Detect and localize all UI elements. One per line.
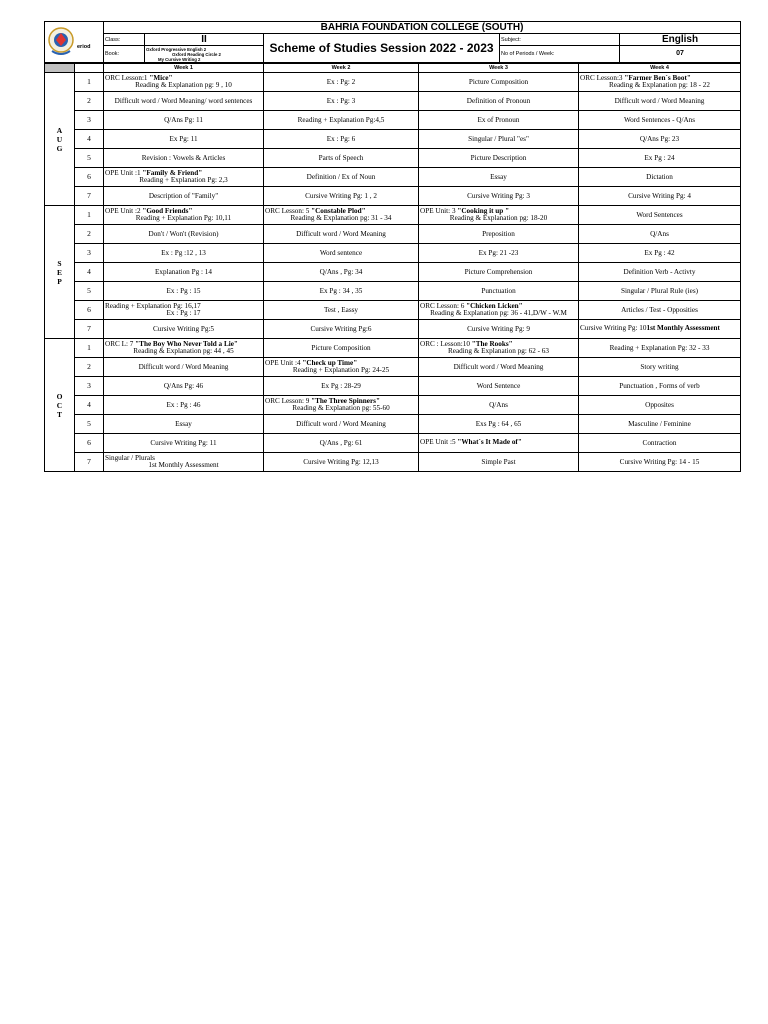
schedule-table (44, 63, 741, 472)
lesson-cell (264, 206, 419, 225)
lesson-cell: Cursive Writing Pg:6 (264, 320, 419, 339)
lesson-cell (579, 73, 741, 92)
lesson-cell: Essay (104, 415, 264, 434)
lesson-cell (264, 396, 419, 415)
lesson-cell: Definition of Pronoun (419, 92, 579, 111)
lesson-name: "The Three Spinners" (311, 396, 380, 405)
lesson-cell: Ex of Pronoun (419, 111, 579, 130)
lesson-detail: Reading + Explanation Pg: 10,11 (135, 214, 232, 222)
lesson-cell: Difficult word / Word Meaning (579, 92, 741, 111)
lesson-cell (104, 453, 264, 472)
book-label: Book: (104, 46, 145, 63)
lesson-detail: Reading & Explanation pg: 18 - 22 (608, 81, 710, 89)
table-row (45, 206, 741, 225)
lesson-cell: Q/Ans Pg: 46 (104, 377, 264, 396)
lesson-detail: Reading & Explanation pg: 44 , 45 (133, 347, 234, 355)
lesson-cell: Dictation (579, 168, 741, 187)
lesson-name: "Check up Time" (302, 358, 358, 367)
lesson-name: "Mice" (149, 73, 173, 82)
lesson-cell (419, 206, 579, 225)
lesson-cell: Picture Composition (264, 339, 419, 358)
table-row (45, 358, 741, 377)
lesson-detail: Reading & Explanation pg: 31 - 34 (290, 214, 392, 222)
lesson-cell: Cursive Writing Pg: 4 (579, 187, 741, 206)
lesson-cell: Definition Verb - Activty (579, 263, 741, 282)
lesson-cell (104, 73, 264, 92)
lesson-prefix: ORC Lesson: 6 (420, 301, 467, 310)
lesson-cell: Contraction (579, 434, 741, 453)
book-title: Oxford Reading Circle 2 (172, 51, 221, 57)
lesson-cell: Word Sentences - Q/Ans (579, 111, 741, 130)
lesson-cell: Word Sentences (579, 206, 741, 225)
lesson-cell: Cursive Writing Pg: 11 (104, 434, 264, 453)
period-number: 1 (75, 206, 104, 225)
table-row (45, 434, 741, 453)
period-number: 4 (75, 130, 104, 149)
lesson-prefix: OPE Unit :2 (105, 206, 143, 215)
lesson-cell: Revision : Vowels & Articles (104, 149, 264, 168)
lesson-cell: Ex : Pg: 2 (264, 73, 419, 92)
lesson-cell: Picture Composition (419, 73, 579, 92)
corner-cell (45, 64, 75, 73)
lesson-detail: Reading + Explanation Pg: 2,3 (139, 176, 228, 184)
lesson-cell: Cursive Writing Pg: 3 (419, 187, 579, 206)
period-label: eriod (77, 44, 91, 50)
lesson-prefix: OPE Unit :1 (105, 168, 143, 177)
scheme-sheet (44, 21, 740, 472)
lesson-cell: Picture Comprehension (419, 263, 579, 282)
lesson-cell: Test , Eassy (264, 301, 419, 320)
period-number: 4 (75, 263, 104, 282)
week-header: Week 1 (104, 64, 264, 73)
lesson-cell: Don't / Won't (Revision) (104, 225, 264, 244)
period-number: 7 (75, 453, 104, 472)
lesson-cell: Ex : Pg : 46 (104, 396, 264, 415)
lesson-cell: Q/Ans , Pg: 34 (264, 263, 419, 282)
lesson-cell: Opposites (579, 396, 741, 415)
lesson-cell: Story writing (579, 358, 741, 377)
lesson-detail: Reading & Explanation pg: 36 - 41,D/W - W.M (430, 309, 567, 317)
period-number: 1 (75, 339, 104, 358)
lesson-cell: Cursive Writing Pg: 1 , 2 (264, 187, 419, 206)
table-row (45, 73, 741, 92)
lesson-cell: Difficult word / Word Meaning/ word sentences (104, 92, 264, 111)
lesson-cell (579, 320, 741, 339)
table-row (45, 149, 741, 168)
month-label (45, 339, 75, 472)
lesson-cell: Ex Pg : 34 , 35 (264, 282, 419, 301)
lesson-cell: Difficult word / Word Meaning (104, 358, 264, 377)
header-table (44, 21, 741, 63)
period-number: 5 (75, 415, 104, 434)
lesson-detail: 1st Monthly Assessment (148, 461, 219, 469)
table-row (45, 263, 741, 282)
book-title: My Cursive Writing 2 (158, 56, 201, 62)
college-name: BAHRIA FOUNDATION COLLEGE (SOUTH) (104, 22, 741, 34)
month-letter: A (56, 125, 63, 135)
table-row (45, 130, 741, 149)
lesson-cell: Punctuation , Forms of verb (579, 377, 741, 396)
month-label (45, 73, 75, 206)
period-number: 3 (75, 377, 104, 396)
lesson-name: "Farmer Ben`s Boot" (624, 73, 691, 82)
lesson-cell: Q/Ans (579, 225, 741, 244)
period-number: 3 (75, 244, 104, 263)
period-number: 2 (75, 358, 104, 377)
lesson-prefix: OPE Unit :4 (265, 358, 303, 367)
lesson-cell (104, 339, 264, 358)
lesson-prefix: ORC L: 7 (105, 339, 136, 348)
subject-value: English (620, 34, 741, 46)
lesson-detail: Reading + Explanation Pg: 24-25 (292, 366, 390, 374)
table-row (45, 92, 741, 111)
lesson-prefix: OPE Unit: 3 (420, 206, 458, 215)
period-number: 3 (75, 111, 104, 130)
lesson-cell: Articles / Test - Opposities (579, 301, 741, 320)
period-number: 6 (75, 434, 104, 453)
lesson-cell: Preposition (419, 225, 579, 244)
lesson-cell: Masculine / Feminine (579, 415, 741, 434)
table-row (45, 168, 741, 187)
lesson-cell: Difficult word / Word Meaning (264, 415, 419, 434)
table-row (45, 301, 741, 320)
class-value: II (145, 34, 264, 46)
table-row (45, 377, 741, 396)
lesson-cell: Difficult word / Word Meaning (419, 358, 579, 377)
period-number: 6 (75, 168, 104, 187)
lesson-detail: Reading & Explanation pg: 18-20 (449, 214, 548, 222)
periods-label: No of Periods / Week: (500, 46, 620, 63)
lesson-cell: Parts of Speech (264, 149, 419, 168)
table-row (45, 187, 741, 206)
lesson-cell: Reading + Explanation Pg:4,5 (264, 111, 419, 130)
book-list (145, 46, 264, 63)
table-row (45, 320, 741, 339)
college-logo (45, 22, 104, 63)
lesson-cell: Ex : Pg :12 , 13 (104, 244, 264, 263)
period-number: 2 (75, 225, 104, 244)
lesson-cell: Simple Past (419, 453, 579, 472)
week-header: Week 4 (579, 64, 741, 73)
lesson-cell: Cursive Writing Pg: 12,13 (264, 453, 419, 472)
lesson-prefix: ORC Lesson: 9 (265, 396, 312, 405)
lesson-cell: Word Sentence (419, 377, 579, 396)
lesson-name: "Family & Friend" (142, 168, 203, 177)
lesson-cell: Description of "Family" (104, 187, 264, 206)
lesson-title (420, 439, 577, 447)
lesson-title (580, 325, 739, 333)
lesson-name: 1st Monthly Assessment (646, 324, 720, 333)
lesson-cell: Definition / Ex of Noun (264, 168, 419, 187)
lesson-cell (104, 301, 264, 320)
lesson-cell (264, 358, 419, 377)
lesson-cell: Q/Ans Pg: 23 (579, 130, 741, 149)
month-letter: O (56, 391, 63, 401)
lesson-cell: Reading + Explanation Pg: 32 - 33 (579, 339, 741, 358)
lesson-name: "Chicken Licken" (466, 301, 523, 310)
lesson-name: "The Boy Who Never Told a Lie" (135, 339, 238, 348)
lesson-detail: Reading & Explanation pg: 9 , 10 (135, 81, 232, 89)
week-header: Week 2 (264, 64, 419, 73)
lesson-cell (419, 434, 579, 453)
lesson-cell: Ex Pg: 21 -23 (419, 244, 579, 263)
scheme-title: Scheme of Studies Session 2022 - 2023 (264, 34, 500, 63)
table-row (45, 396, 741, 415)
table-row (45, 225, 741, 244)
lesson-cell: Ex : Pg: 3 (264, 92, 419, 111)
lesson-cell: Cursive Writing Pg: 9 (419, 320, 579, 339)
period-header (75, 64, 104, 73)
month-letter: G (56, 143, 63, 153)
period-number: 6 (75, 301, 104, 320)
lesson-cell: Singular / Plural Rule (ies) (579, 282, 741, 301)
month-letter: E (56, 267, 62, 277)
lesson-detail: Reading & Explanation pg: 62 - 63 (447, 347, 549, 355)
lesson-prefix: OPE Unit :5 (420, 438, 458, 447)
class-label: Class: (104, 34, 145, 46)
table-row (45, 415, 741, 434)
month-letter: T (56, 409, 62, 419)
lesson-prefix: Singular / Plurals (105, 453, 155, 462)
lesson-cell: Singular / Plural "es" (419, 130, 579, 149)
book-title: Oxford Progressive English 2 (146, 46, 207, 52)
period-number: 7 (75, 187, 104, 206)
lesson-prefix: Cursive Writing Pg: 10 (580, 324, 647, 333)
lesson-cell: Ex Pg : 42 (579, 244, 741, 263)
table-row (45, 111, 741, 130)
lesson-cell: Word sentence (264, 244, 419, 263)
table-row (45, 453, 741, 472)
month-letter: P (57, 276, 62, 286)
crest-icon (46, 24, 76, 60)
lesson-detail: Ex : Pg : 17 (166, 309, 201, 317)
period-number: 5 (75, 282, 104, 301)
lesson-cell: Ex : Pg : 15 (104, 282, 264, 301)
lesson-cell: Ex Pg : 28-29 (264, 377, 419, 396)
lesson-cell: Q/Ans Pg: 11 (104, 111, 264, 130)
lesson-cell: Ex : Pg: 6 (264, 130, 419, 149)
lesson-prefix: ORC Lesson:3 (580, 73, 625, 82)
lesson-cell: Punctuation (419, 282, 579, 301)
lesson-name: "Constable Plod" (311, 206, 366, 215)
lesson-cell: Exs Pg : 64 , 65 (419, 415, 579, 434)
period-number: 5 (75, 149, 104, 168)
lesson-prefix: Reading + Explanation Pg: 16,17 (105, 301, 201, 310)
lesson-prefix: ORC : Lesson:10 (420, 339, 472, 348)
table-row (45, 339, 741, 358)
lesson-cell (104, 206, 264, 225)
lesson-cell (419, 301, 579, 320)
month-letter: S (57, 258, 62, 268)
table-row (45, 282, 741, 301)
lesson-detail: Reading & Explanation pg: 55-60 (292, 404, 390, 412)
lesson-cell: Cursive Writing Pg:5 (104, 320, 264, 339)
lesson-cell: Essay (419, 168, 579, 187)
week-header: Week 3 (419, 64, 579, 73)
lesson-name: "The Rooks" (471, 339, 513, 348)
lesson-cell: Cursive Writing Pg: 14 - 15 (579, 453, 741, 472)
period-number: 2 (75, 92, 104, 111)
table-row (45, 244, 741, 263)
period-number: 4 (75, 396, 104, 415)
lesson-name: "Cooking it up " (457, 206, 510, 215)
month-letter: C (56, 400, 63, 410)
lesson-cell (104, 168, 264, 187)
lesson-cell: Difficult word / Word Meaning (264, 225, 419, 244)
lesson-cell: Q/Ans (419, 396, 579, 415)
lesson-cell: Ex Pg: 11 (104, 130, 264, 149)
periods-value: 07 (620, 46, 741, 63)
lesson-cell: Q/Ans , Pg: 61 (264, 434, 419, 453)
period-number: 7 (75, 320, 104, 339)
month-label (45, 206, 75, 339)
period-number: 1 (75, 73, 104, 92)
lesson-name: "Good Friends" (142, 206, 193, 215)
lesson-cell: Ex Pg : 24 (579, 149, 741, 168)
month-letter: U (56, 134, 63, 144)
lesson-cell (419, 339, 579, 358)
lesson-cell: Explanation Pg : 14 (104, 263, 264, 282)
lesson-name: "What`s It Made of" (457, 438, 522, 447)
lesson-prefix: ORC Lesson:1 (105, 73, 150, 82)
lesson-cell: Picture Description (419, 149, 579, 168)
subject-label: Subject: (500, 34, 620, 46)
lesson-prefix: ORC Lesson: 5 (265, 206, 312, 215)
